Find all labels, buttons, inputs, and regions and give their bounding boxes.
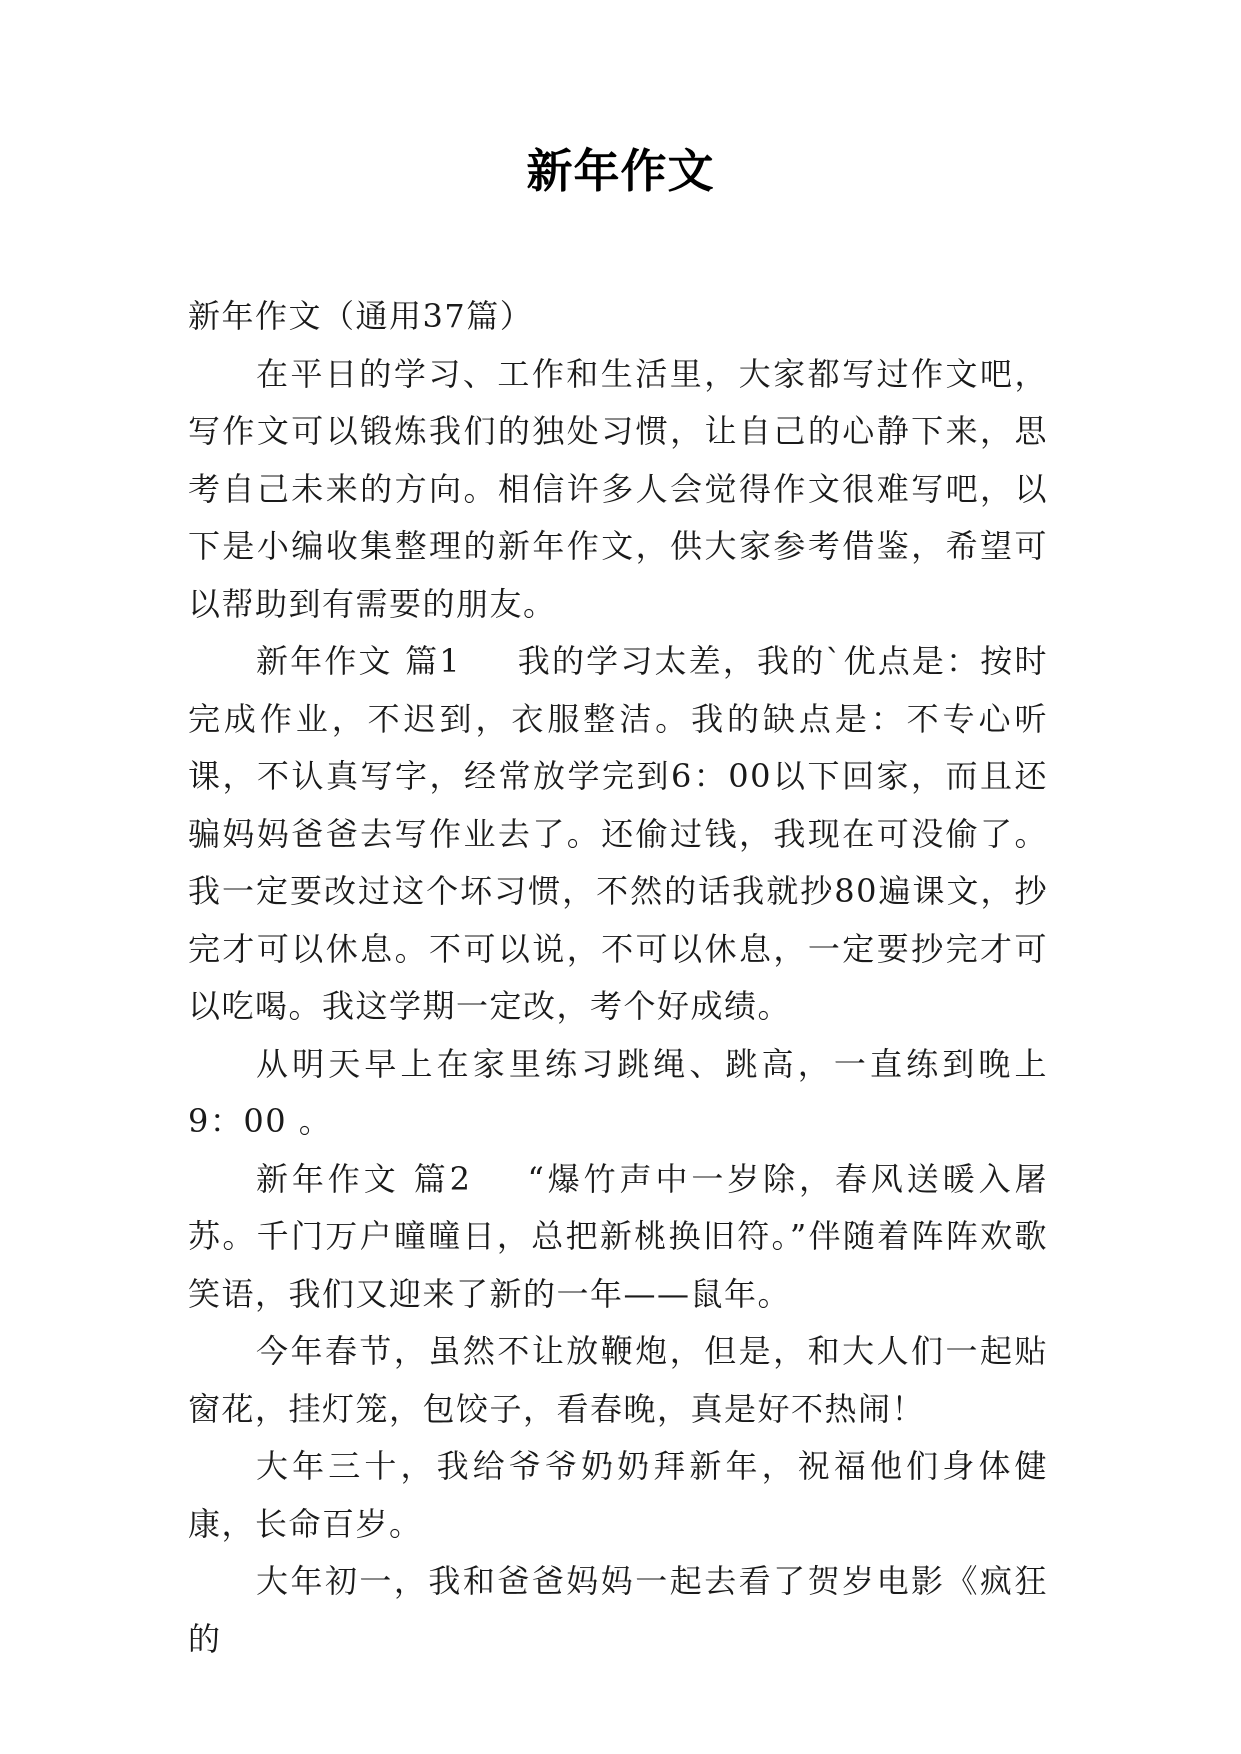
essay-1-closing-paragraph (188, 1036, 1048, 1151)
essay-2-new-year-eve-paragraph (188, 1438, 1048, 1553)
document-title: 新年作文 (526, 144, 715, 198)
essay-2-first-day-paragraph (188, 1553, 1048, 1668)
intro-paragraph (188, 346, 1048, 634)
paragraph-text: “爆竹声中一岁除，春风送暖入屠苏。千门万户曈曈日，总把新桃换旧符。”伴随着阵阵欢歌笑语，我们又迎来了新的一年——鼠年。 (188, 1159, 1048, 1313)
document-body (188, 288, 1048, 1668)
paragraph-text: 在平日的学习、工作和生活里，大家都写过作文吧，写作文可以锻炼我们的独处习惯，让自己的心静下来，思考自己未来的方向。相信许多人会觉得作文很难写吧，以下是小编收集整理的新年作文，供大家参考借鉴，希望可以帮助到有需要的朋友。 (188, 354, 1048, 623)
essay-1-paragraph (188, 633, 1048, 1036)
subtitle-paragraph (188, 288, 1048, 346)
essay-2-spring-festival-paragraph (188, 1323, 1048, 1438)
paragraph-text: 我的学习太差，我的`优点是：按时完成作业，不迟到，衣服整洁。我的缺点是：不专心听课，不认真写字，经常放学完到6：00以下回家，而且还骗妈妈爸爸去写作业去了。还偷过钱，我现在可没偷了。我一定要改过这个坏习惯，不然的话我就抄80遍课文，抄完才可以休息。不可以说，不可以休息，一定要抄完才可以吃喝。我这学期一定改，考个好成绩。 (188, 642, 1048, 1025)
paragraph-text: 大年初一，我和爸爸妈妈一起去看了贺岁电影《疯狂的 (188, 1562, 1048, 1658)
paragraph-text: 从明天早上在家里练习跳绳、跳高，一直练到晚上9：00 。 (188, 1044, 1048, 1140)
paragraph-text: 新年作文（通用37篇） (188, 297, 534, 335)
paragraph-text: 大年三十，我给爷爷奶奶拜新年，祝福他们身体健康，长命百岁。 (188, 1447, 1048, 1543)
essay-2-paragraph (188, 1151, 1048, 1324)
essay-heading: 新年作文 篇2 (256, 1159, 472, 1198)
essay-heading: 新年作文 篇1 (256, 642, 462, 680)
paragraph-text: 今年春节，虽然不让放鞭炮，但是，和大人们一起贴窗花，挂灯笼，包饺子，看春晚，真是好不热闹！ (188, 1332, 1048, 1428)
